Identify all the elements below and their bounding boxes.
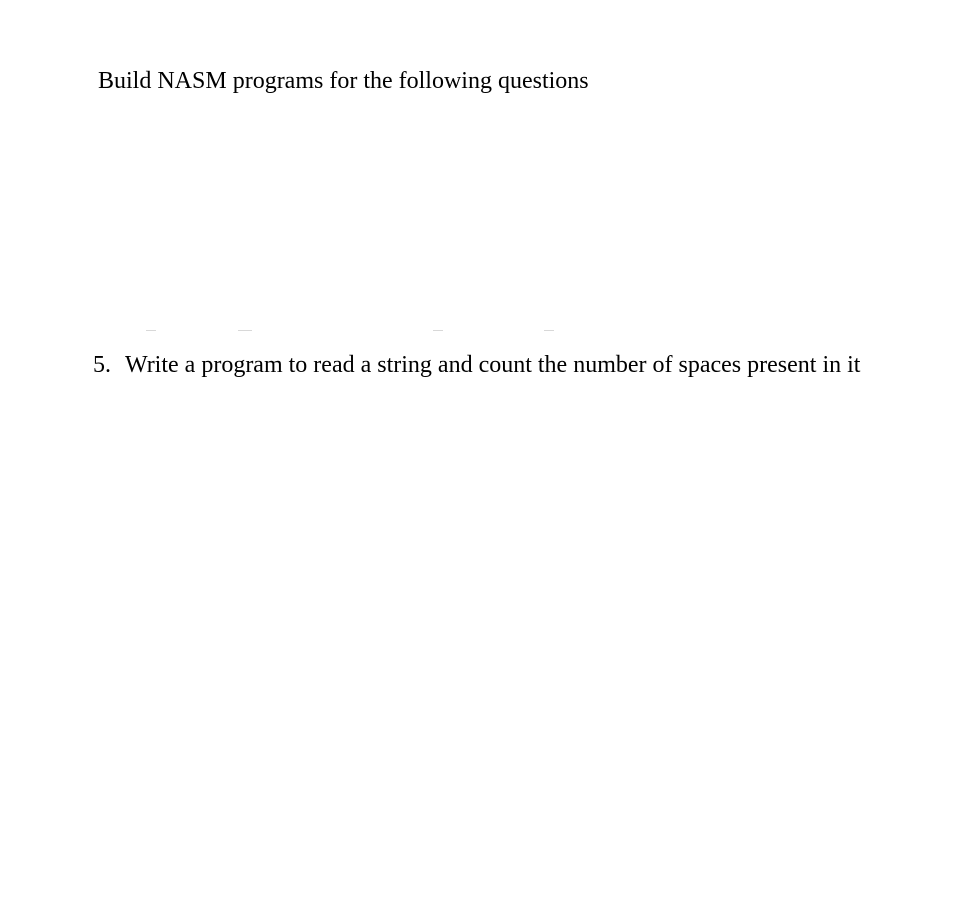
scan-artifact — [238, 330, 252, 331]
question-text: Write a program to read a string and count the number of spaces present in it — [125, 352, 861, 378]
question-number: 5. — [93, 352, 111, 378]
document-heading: Build NASM programs for the following questions — [98, 68, 589, 94]
scan-artifact — [433, 330, 443, 331]
question-item — [93, 350, 860, 380]
scan-artifact — [146, 330, 156, 331]
scan-artifact — [544, 330, 554, 331]
